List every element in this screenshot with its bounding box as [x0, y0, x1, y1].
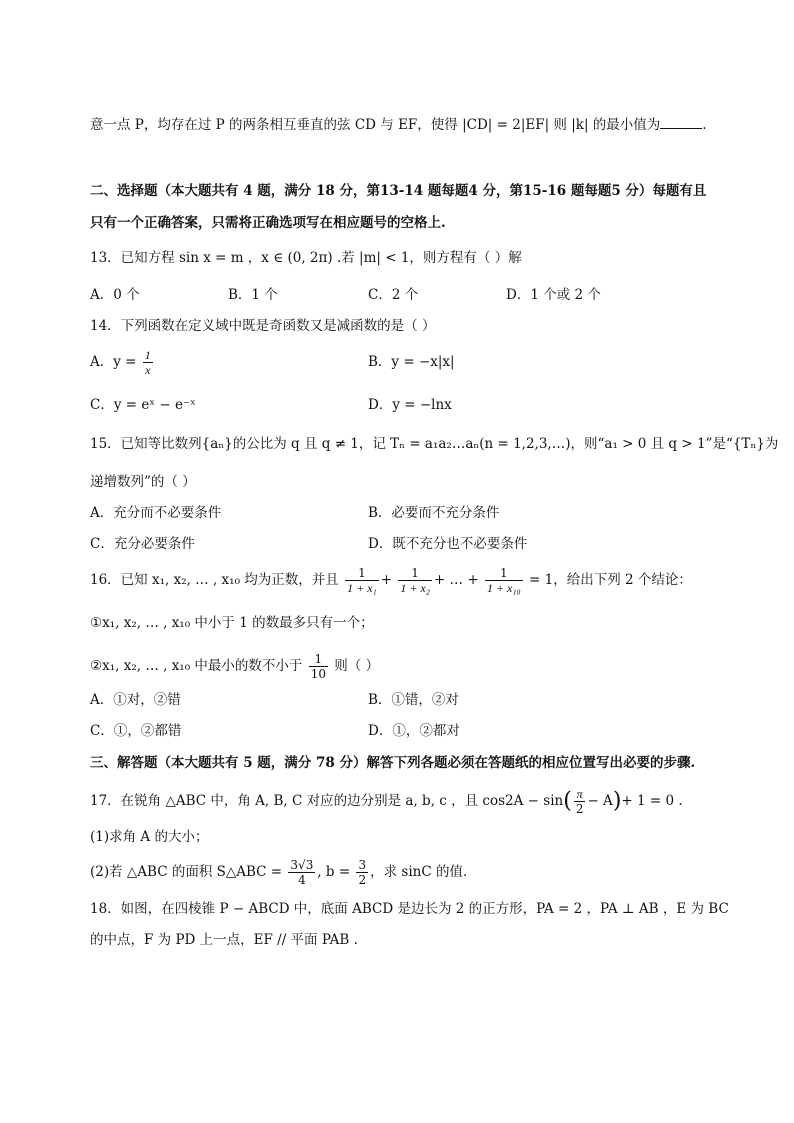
- q18-stem-line1: 18．如图，在四棱锥 P − ABCD 中，底面 ABCD 是边长为 2 的正方形，PA = 2 ，PA ⊥ AB ，E 为 BC: [90, 901, 729, 917]
- q15-stem-line1: 15．已知等比数列{aₙ}的公比为 q 且 q ≠ 1，记 Tₙ = a₁a₂…aₙ(n = 1,2,3,…)，则“a₁ > 0 且 q > 1”是“{Tₙ}为: [90, 436, 779, 452]
- q17-part2: (2)若 △ABC 的面积 S△ABC = $\frac{3√3}{4}$ , b = $\frac{3}{2}$ ，求 sinC 的值.: [90, 858, 468, 887]
- q16-option-c: C．①，②都错: [90, 723, 182, 739]
- fraction: $\frac{3}{2}$: [358, 858, 367, 887]
- q15-stem-line2: 递增数列”的（ ）: [90, 474, 196, 490]
- q16-conclusion-1: ①x₁, x₂, … , x₁₀ 中小于 1 的数最多只有一个；: [90, 615, 374, 631]
- fraction: $\frac{1}{\text{1 + x₁₀}}$: [486, 566, 521, 595]
- q15-option-c: C．充分必要条件: [90, 536, 195, 552]
- q16-option-a: A．①对，②错: [90, 692, 181, 708]
- q12-tail-line: 意一点 P，均存在过 P 的两条相互垂直的弦 CD 与 EF，使得 |CD| = 2|EF| 则 |k| 的最小值为 .: [90, 114, 707, 135]
- q14-option-c: C．y = eˣ − e⁻ˣ: [90, 397, 196, 413]
- q14-option-d: D．y = −lnx: [368, 397, 452, 413]
- q16-conclusion-2: ②x₁, x₂, … , x₁₀ 中最小的数不小于 $\frac{1}{10}$ 则（ ）: [90, 652, 380, 681]
- answer-blank: [660, 114, 702, 129]
- fraction: $\frac{1}{\text{1 + x₁}}$: [347, 566, 377, 595]
- fraction: $\frac{1}{x}$: [144, 348, 151, 377]
- q16-stem: 16．已知 x₁, x₂, … , x₁₀ 均为正数，并且 $\frac{1}{\text{1 + x₁}}$ + $\frac{1}{\text{1 + x₂}}$ + … + $\frac{1}{\text{1 + x₁₀}}$ = 1，给出下列 2 个结论：: [90, 566, 692, 595]
- q13-option-c: C．2 个: [368, 287, 419, 303]
- q14-option-b: B．y = −x|x|: [368, 354, 455, 370]
- q12-text: 意一点 P，均存在过 P 的两条相互垂直的弦 CD 与 EF，使得 |CD| = 2|EF| 则 |k| 的最小值为: [90, 117, 661, 133]
- q15-option-a: A．充分而不必要条件: [90, 505, 222, 521]
- q14-option-a: A．y = $\frac{1}{x}$: [90, 348, 151, 377]
- q15-option-d: D．既不充分也不必要条件: [368, 536, 528, 552]
- q17-part1: (1)求角 A 的大小；: [90, 829, 209, 845]
- q13-stem: 13．已知方程 sin x = m ，x ∈ (0, 2π) .若 |m| < 1，则方程有（ ）解: [90, 250, 522, 266]
- q14-stem: 14．下列函数在定义域中既是奇函数又是减函数的是（ ）: [90, 318, 436, 334]
- q15-option-b: B．必要而不充分条件: [368, 505, 500, 521]
- q13-option-b: B．1 个: [228, 287, 278, 303]
- q13-option-d: D．1 个或 2 个: [506, 287, 601, 303]
- fraction: $\frac{\pi}{2}$: [575, 787, 584, 816]
- fraction: $\frac{3√3}{4}$: [290, 858, 314, 887]
- section2-heading-line2: 只有一个正确答案，只需将正确选项写在相应题号的空格上.: [90, 215, 446, 231]
- section3-heading: 三、解答题（本大题共有 5 题，满分 78 分）解答下列各题必须在答题纸的相应位置写出必要的步骤.: [90, 755, 696, 771]
- fraction: $\frac{1}{\text{1 + x₂}}$: [400, 566, 430, 595]
- fraction: $\frac{1}{10}$: [310, 652, 326, 681]
- section2-heading-line1: 二、选择题（本大题共有 4 题，满分 18 分，第13-14 题每题4 分，第15-16 题每题5 分）每题有且: [90, 183, 707, 199]
- q16-option-b: B．①错，②对: [368, 692, 459, 708]
- q13-option-a: A．0 个: [90, 287, 140, 303]
- q16-option-d: D．①，②都对: [368, 723, 460, 739]
- q17-stem: 17．在锐角 △ABC 中，角 A, B, C 对应的边分别是 a, b, c ，且 cos2A − sin( $\frac{\pi}{2}$ − A)+ 1 = 0 .: [90, 787, 683, 816]
- q18-stem-line2: 的中点，F 为 PD 上一点，EF // 平面 PAB .: [90, 932, 358, 948]
